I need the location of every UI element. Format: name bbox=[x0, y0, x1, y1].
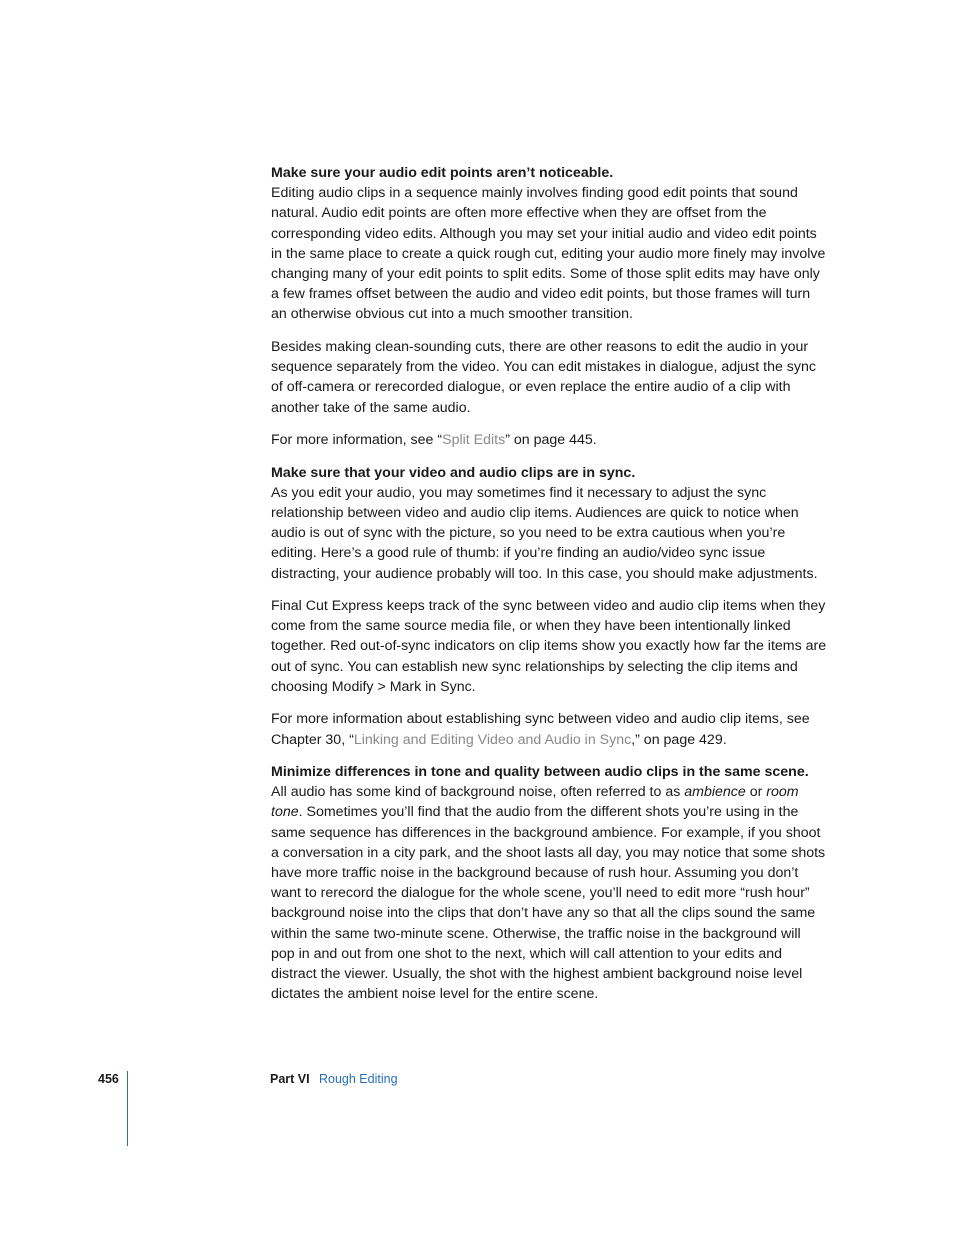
page-number: 456 bbox=[98, 1072, 119, 1086]
section-heading: Minimize differences in tone and quality between audio clips in the same scene. bbox=[271, 764, 809, 781]
section-audio-edit-points bbox=[271, 163, 827, 450]
paragraph: Besides making clean-sounding cuts, there are other reasons to edit the audio in your sequence separately from the video. You can edit mistakes in dialogue, adjust the sync of off-camera or rerecorded dialogue, or even replace the entire audio of a clip with another take of the same audio. bbox=[271, 338, 816, 416]
text-run: or bbox=[745, 784, 767, 801]
ref-prefix: For more information, see “ bbox=[271, 432, 443, 449]
term-ambience: ambience bbox=[684, 784, 746, 801]
section-heading: Make sure your audio edit points aren’t noticeable. bbox=[271, 165, 614, 181]
paragraph bbox=[271, 782, 827, 1004]
cross-reference bbox=[271, 709, 827, 749]
linking-editing-sync-link[interactable]: Linking and Editing Video and Audio in Sync bbox=[353, 731, 632, 748]
cross-reference bbox=[271, 430, 827, 450]
text-run: . Sometimes you’ll find that the audio from the different shots you’re using in the same sequence has differences in the background ambience. For example, if you shoot a conversation in a city park, and the shoot lasts all day, you may notice that some shots have more traffic noise in the background because of rush hour. Assuming you don’t want to rerecord the dialogue for the whole scene, you’ll need to edit more “rush hour” background noise into the clips that don’t have any so that all the clips sound the same within the same two-minute scene. Otherwise, the traffic noise in the background will pop in and out from one shot to the next, which will call attention to your edits and distract the viewer. Usually, the shot with the highest ambient background noise level dictates the ambient noise level for the entire scene. bbox=[271, 804, 826, 1003]
paragraph: Editing audio clips in a sequence mainly involves finding good edit points that sound natural. Audio edit points are often more effective when they are offset from the corresponding video edits. Although you may set your initial audio and video edit points in the same place to create a quick rough cut, editing your audio more finely may involve changing many of your edit points to split edits. Some of those split edits may have only a few frames offset between the audio and video edit points, but those frames will turn an otherwise obvious cut into a much smoother transition. bbox=[271, 185, 826, 323]
paragraph: As you edit your audio, you may sometimes find it necessary to adjust the sync relationship between video and audio clip items. Audiences are quick to notice when audio is out of sync with the picture, so you need to be extra cautious when you’re editing. Here’s a good rule of thumb: if you’re finding an audio/video sync issue distracting, your audience probably will too. In this case, you should make adjustments. bbox=[271, 484, 818, 582]
footer-divider bbox=[127, 1071, 128, 1146]
term-room-tone: room tone bbox=[271, 784, 799, 821]
section-heading: Make sure that your video and audio clips are in sync. bbox=[271, 464, 636, 481]
ref-suffix: ” on page 445. bbox=[505, 432, 597, 449]
ref-prefix: For more information about establishing sync between video and audio clip items, see Chapter 30, “ bbox=[271, 711, 810, 748]
text-run: All audio has some kind of background noise, often referred to as bbox=[271, 784, 685, 801]
page-body bbox=[271, 163, 827, 1017]
footer-part-label: Part VI bbox=[270, 1072, 310, 1086]
section-tone-quality bbox=[271, 762, 827, 1004]
section-sync bbox=[271, 463, 827, 750]
split-edits-link[interactable]: Split Edits bbox=[442, 432, 506, 449]
ref-suffix: ,” on page 429. bbox=[631, 731, 727, 748]
paragraph: Final Cut Express keeps track of the sync between video and audio clip items when they come from the same source media file, or when they have been intentionally linked together. Red out-of-sync indicators on clip items show you exactly how far the items are out of sync. You can establish new sync relationships by selecting the clip items and choosing Modify > Mark in Sync. bbox=[271, 598, 827, 695]
footer-chapter-link[interactable]: Rough Editing bbox=[319, 1072, 398, 1086]
